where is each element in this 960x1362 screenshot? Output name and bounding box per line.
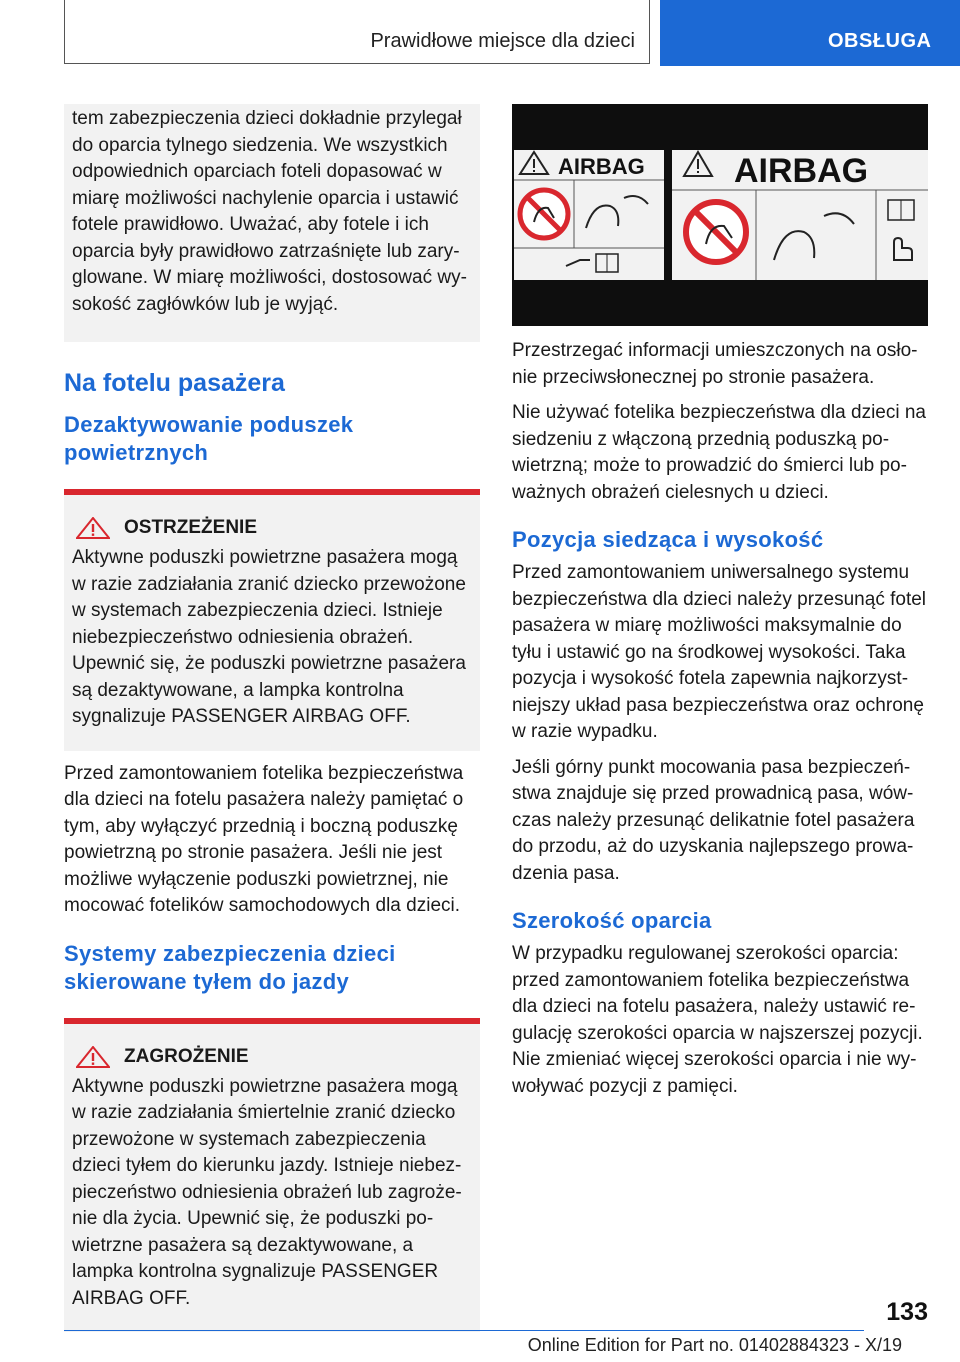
- header-title-box: [64, 0, 650, 64]
- heading-backrest-width: Szerokość oparcia: [512, 908, 712, 933]
- paragraph-backrest-width: W przypadku regulowanej szerokości oparcia: przed zamontowaniem fotelika bezpieczeństwa dla dzieci na fotelu pasażera, należy ustawić regulację szerokości oparcia w najszerszej pozycji. Nie zmieniać więcej szerokości oparcia i nie wywoływać pozycji z pamięci.: [512, 943, 923, 1097]
- warning-text: Aktywne poduszki powietrzne pasażera mogą w razie zadziałania zranić dziecko przewożone w systemach zabezpieczenia dzieci. Istnieje niebezpieczeństwo odniesienia obrażeń. Upewnić się, że poduszki powietrzne pasażera są dezaktywowane, a lampka kontrolna sygnalizuje PASSENGER AIRBAG OFF.: [72, 547, 466, 727]
- intro-box: [64, 104, 480, 342]
- header-section-tab: [660, 0, 960, 66]
- warning-title: OSTRZEŻENIE: [124, 517, 258, 538]
- paragraph-sun-visor-info: Przestrzegać informacji umieszczonych na osłonie przeciwsłonecznej po stronie pasażera.: [512, 340, 918, 388]
- intro-text: tem zabezpieczenia dzieci dokładnie przylegał do oparcia tylnego siedzenia. We wszystkich odpowiednich oparciach foteli dopasować w miarę możliwości nachylenie oparcia i ustawić fotele prawidłowo. Uważać, aby fotele i ich oparcia były prawidłowo zatrzaśnięte lub zaryglowane. W miarę możliwości, dostosować wysokość zagłówków lub je wyjąć.: [72, 108, 467, 315]
- heading-deactivate-airbags: Dezaktywowanie poduszek powietrznych: [64, 412, 354, 465]
- warning-header: [72, 517, 472, 539]
- header-section-label: OBSŁUGA: [828, 30, 932, 52]
- airbag-label-illustration: [512, 104, 928, 326]
- danger-triangle-icon: [76, 1046, 110, 1068]
- header-title: Prawidłowe miejsce dla dzieci: [370, 30, 635, 52]
- paragraph-disable-airbags: Przed zamontowaniem fotelika bezpieczeństwa dla dzieci na fotelu pasażera należy pamiętać o tym, aby wyłączyć przednią i boczną poduszkę powietrzną po stronie pasażera. Jeśli nie jest możliwe wyłączenie poduszki powietrznej, nie mocować fotelików samochodowych dla dzieci.: [64, 762, 464, 916]
- airbag-warning-label-image: [512, 104, 928, 326]
- page-header: [0, 0, 960, 66]
- footer-edition: Online Edition for Part no. 01402884323 - X/19: [527, 1335, 902, 1355]
- warning-box: [64, 489, 480, 751]
- paragraph-seat-position: Przed zamontowaniem uniwersalnego systemu bezpieczeństwa dla dzieci należy przesunąć fotel pasażera w miarę możliwości maksymalnie do tyłu i ustawić go na środkowej wysokości. Taka pozycja i wysokość fotela zapewnia najkorzystniejszy układ pasa bezpieczeństwa oraz ochronę w razie wypadku.: [512, 562, 927, 742]
- heading-rear-facing-systems: Systemy zabezpieczenia dzieci skierowane tyłem do jazdy: [64, 940, 396, 994]
- danger-title: ZAGROŻENIE: [124, 1045, 249, 1067]
- heading-passenger-seat: Na fotelu pasażera: [64, 369, 285, 397]
- airbag-label-large-text: AIRBAG: [734, 152, 869, 190]
- warning-triangle-icon: [76, 517, 110, 539]
- left-column: [64, 104, 480, 1332]
- danger-text: Aktywne poduszki powietrzne pasażera mogą w razie zadziałania śmiertelnie zranić dziecko przewożone w systemach zabezpieczenia dzieci tyłem do kierunku jazdy. Istnieje niebezpieczeństwo odniesienia obrażeń lub zagrożenie dla życia. Upewnić się, że poduszki powietrzne pasażera są dezaktywowane, a lampka kontrolna sygnalizuje PASSENGER AIRBAG OFF.: [72, 1075, 462, 1309]
- footer-divider: [64, 1330, 864, 1331]
- danger-header: [72, 1046, 472, 1068]
- paragraph-do-not-use: Nie używać fotelika bezpieczeństwa dla dzieci na siedzeniu z włączoną przednią poduszką powietrzną; może to prowadzić do śmierci lub poważnych obrażeń cielesnych u dzieci.: [512, 402, 926, 503]
- heading-seating-position: Pozycja siedząca i wysokość: [512, 527, 824, 552]
- paragraph-belt-anchor: Jeśli górny punkt mocowania pasa bezpieczeństwa znajduje się przed prowadnicą pasa, wówczas należy przesunąć delikatnie fotel pasażera do przodu, aż do uzyskania najlepszego prowadzenia pasa.: [512, 756, 915, 884]
- airbag-label-small-text: AIRBAG: [558, 154, 645, 179]
- right-column: [512, 104, 928, 1100]
- danger-box: [64, 1018, 480, 1333]
- page-number: 133: [886, 1298, 928, 1326]
